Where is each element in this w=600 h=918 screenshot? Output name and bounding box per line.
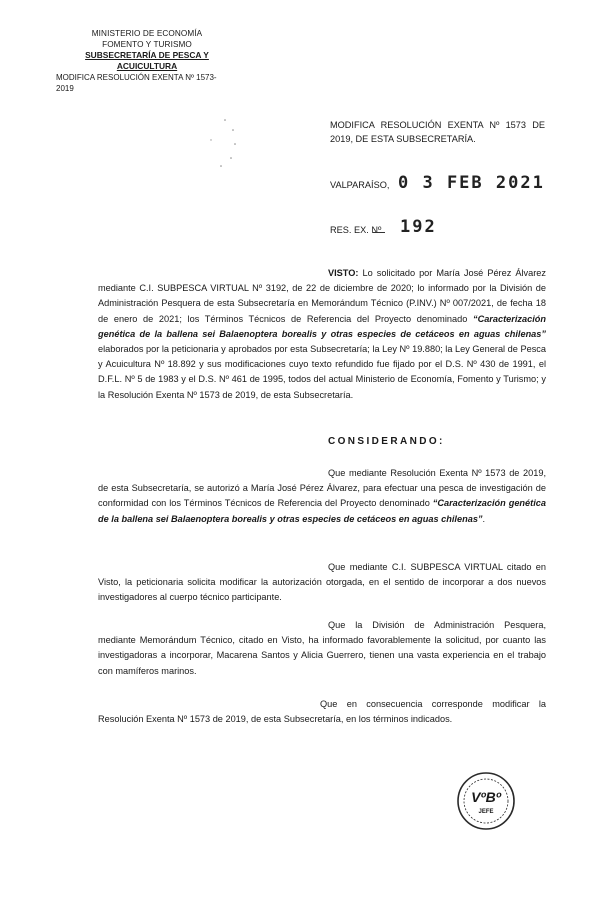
stamp-main-text: VºBº	[471, 789, 501, 805]
resolution-underline	[373, 232, 385, 233]
approval-stamp	[455, 770, 517, 832]
visto-paragraph	[98, 266, 546, 403]
c1-text-b: .	[482, 513, 486, 524]
letterhead	[56, 28, 232, 94]
c4-text: Que en consecuencia corresponde modificar la Resolución Exenta Nº 1573 de 2019, de esta Subsecretaría, en los términos indicados.	[98, 699, 546, 725]
visto-text-b: elaborados por la peticionaria y aprobados por esta Subsecretaría; la Ley Nº 19.880; la Ley General de Pesca y Acuicultura Nº 18.892 y sus modificaciones cuyo texto refundido fue fijado por el D.S. Nº 430 de 1991, el D.F.L. Nº 5 de 1983 y el D.S. Nº 461 de 1995, todos del actual Ministerio de Economía, Fomento y Turismo; y la Resolución Exenta Nº 1573 de 2019, de esta Subsecretaría.	[98, 344, 546, 400]
c3-text: Que la División de Administración Pesquera, mediante Memorándum Técnico, citado en Visto, ha informado favorablemente la solicitud, por cuanto las investigadoras a incorporar, Macarena Santos y Alicia Guerrero, tienen una vasta experiencia en el trabajo con mamíferos marinos.	[98, 620, 546, 676]
c2-text: Que mediante C.I. SUBPESCA VIRTUAL citado en Visto, la peticionaria solicita modificar la autorización otorgada, en el sentido de incorporar a dos nuevos investigadores al cuerpo técnico participante.	[98, 562, 546, 603]
c1-text-a: Que mediante Resolución Exenta Nº 1573 de 2019, de esta Subsecretaría, se autorizó a María José Pérez Álvarez, para efectuar una pesca de investigación de conformidad con los Términos Técnicos de Referencia del Proyecto denominado	[98, 468, 546, 509]
stamp-sub-text: JEFE	[478, 809, 494, 815]
considerando-2	[98, 560, 546, 606]
considerando-heading: CONSIDERANDO:	[328, 436, 445, 447]
visto-label: VISTO:	[328, 268, 359, 278]
ministry-name: MINISTERIO DE ECONOMÍA	[91, 29, 203, 38]
document-subject: MODIFICA RESOLUCIÓN EXENTA Nº 1573 DE 2019, DE ESTA SUBSECRETARÍA.	[330, 120, 545, 144]
resolution-number: 192	[400, 217, 437, 237]
place-label: VALPARAÍSO,	[330, 180, 390, 190]
c1-project-title: “Caracterización genética de la ballena sei Balaenoptera borealis y otras especies de cetáceos en aguas chilenas”	[98, 498, 546, 524]
considerando-4	[98, 697, 546, 727]
resolution-label: RES. EX. Nº	[330, 225, 382, 235]
ministry-subname: FOMENTO Y TURISMO	[102, 40, 192, 49]
scan-marks	[205, 110, 245, 180]
considerando-1	[98, 466, 546, 527]
visto-text-a: Lo solicitado por María José Pérez Álvarez mediante C.I. SUBPESCA VIRTUAL Nº 3192, de 22 de diciembre de 2020; lo informado por la División de Administración Pesquera de esta Subsecretaría en Memorándum Técnico (P.INV.) Nº 007/2021, de fecha 18 de enero de 2021; los Términos Técnicos de Referencia del Proyecto denominado	[98, 268, 546, 324]
date-stamp: 0 3 FEB 2021	[398, 173, 545, 193]
document-reference: MODIFICA RESOLUCIÓN EXENTA Nº 1573-2019	[56, 73, 217, 93]
visto-project-title: “Caracterización genética de la ballena sei Balaenoptera borealis y otras especies de cetáceos en aguas chilenas”	[98, 313, 546, 339]
undersecretariat-name: SUBSECRETARÍA DE PESCA Y ACUICULTURA	[85, 50, 209, 71]
considerando-3	[98, 618, 546, 679]
